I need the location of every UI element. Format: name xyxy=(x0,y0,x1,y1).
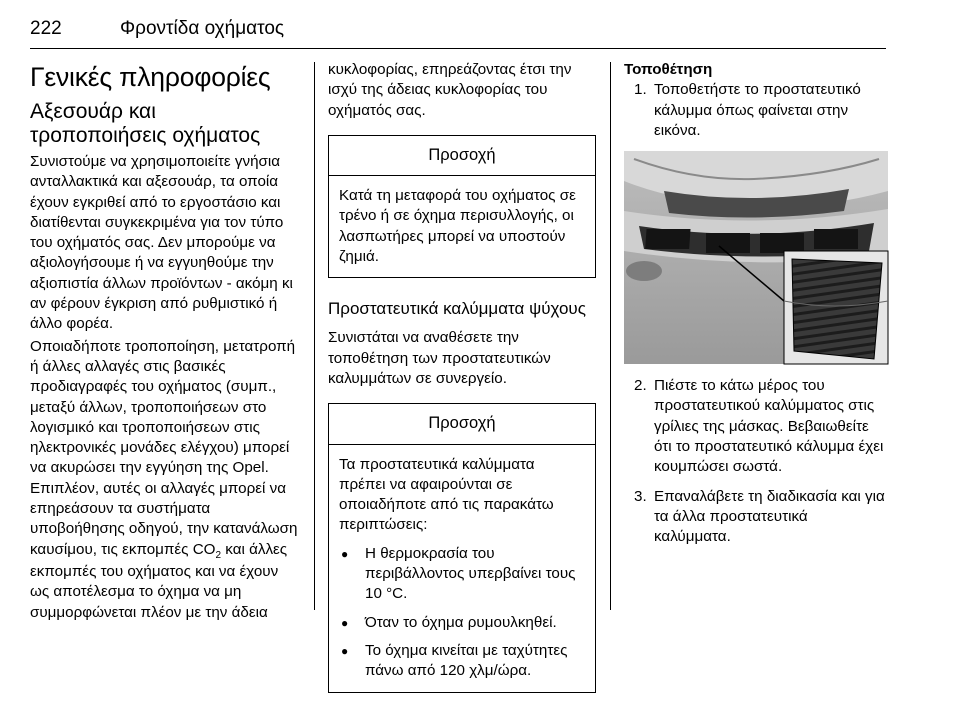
column-1 xyxy=(30,62,300,626)
column-divider xyxy=(610,62,611,610)
page-header xyxy=(30,10,886,50)
step-text: Επαναλάβετε τη διαδικασία και για τα άλλα προστατευτικά καλύμματα. xyxy=(654,487,885,546)
caution-body xyxy=(329,445,595,692)
column-2 xyxy=(328,60,596,713)
list-item: ● Όταν το όχημα ρυμουλκηθεί. xyxy=(339,613,585,633)
section-title: Γενικές πληροφορίες xyxy=(30,62,271,92)
paragraph: Συνιστάται να αναθέσετε την τοποθέτηση των προστατευτικών καλυμμάτων σε συνεργείο. xyxy=(328,329,551,387)
subsection-title-line: Αξεσουάρ και xyxy=(30,100,156,123)
grille-cover-illustration xyxy=(624,151,888,364)
caution-text: Κατά τη μεταφορά του οχήματος σε τρένο ή σε όχημα περισυλλογής, οι λασπωτήρες μπορεί να υποστούν ζημιά. xyxy=(339,187,576,266)
column-3 xyxy=(624,60,888,557)
caution-box xyxy=(328,135,596,278)
step-number: 2. xyxy=(634,377,647,395)
caution-intro: Τα προστατευτικά καλύμματα πρέπει να αφαιρούνται σε οποιαδήποτε από τις παρακάτω περιπτώσεις: xyxy=(339,455,554,534)
step-item xyxy=(634,376,888,477)
caution-box xyxy=(328,403,596,692)
list-item: ● Η θερμοκρασία του περιβάλλοντος υπερβαίνει τους 10 °C. xyxy=(339,544,585,605)
list-item: ● Το όχημα κινείται με ταχύτητες πάνω από 120 χλμ/ώρα. xyxy=(339,641,585,682)
subsection-heading: Προστατευτικά καλύμματα ψύχους xyxy=(328,299,586,319)
procedure-label: Τοποθέτηση xyxy=(624,61,713,78)
step-item xyxy=(634,80,888,141)
step-number: 3. xyxy=(634,487,647,505)
header-rule xyxy=(30,48,886,49)
subscript: 2 xyxy=(215,549,222,561)
caution-title: Προσοχή xyxy=(329,404,595,444)
paragraph xyxy=(30,337,300,623)
step-text: Τοποθετήστε το προστατευτικό κάλυμμα όπως φαίνεται στην εικόνα. xyxy=(654,81,861,139)
paragraph-text: και άλλες εκπομπές του οχήματος και να έχουν ως αποτέλεσμα το όχημα να μη συμμορφώνεται πλέον με την άδεια xyxy=(30,540,288,621)
step-number: 1. xyxy=(634,81,647,99)
paragraph: Συνιστούμε να χρησιμοποιείτε γνήσια ανταλλακτικά και αξεσουάρ, τα οποία έχουν εγκριθεί από το εργοστάσιο και διατίθενται συγκεκριμένα για τον τύπο του οχήματός σας. Δεν μπορούμε να αξιολογήσουμε ή να εγγυηθούμε την αξιοπιστία άλλων προϊόντων - ακόμη κι αν φέρουν έγκριση από ρυθμιστικό ή άλλο φορέα. xyxy=(30,153,293,333)
page-number: 222 xyxy=(30,18,62,39)
running-title: Φροντίδα οχήματος xyxy=(120,18,285,39)
paragraph-text: Οποιαδήποτε τροποποίηση, μετατροπή ή άλλες αλλαγές στις βασικές προδιαγραφές του οχήματος (συμπ., μεταξύ άλλων, τροποποιήσεων στο λογισμικό και τροποποιήσεων στις ηλεκτρονικές μονάδες ελέγχου) μπορεί να ακυρώσει την εγγύηση της Opel. Επιπλέον, αυτές οι αλλαγές μπορεί να επηρεάσουν τα συστήματα υποβοήθησης οδηγού, την κατανάλωση καυσίμου, τις εκπομπές CO xyxy=(30,337,298,558)
caution-title: Προσοχή xyxy=(329,136,595,176)
step-text: Πιέστε το κάτω μέρος του προστατευτικού καλύμματος στις γρίλιες της μάσκας. Βεβαιωθείτε ότι το προστατευτικό κάλυμμα έχει κουμπώσει σωστά. xyxy=(654,377,884,476)
subsection-title xyxy=(30,100,300,148)
column-divider xyxy=(314,62,315,610)
paragraph: κυκλοφορίας, επηρεάζοντας έτσι την ισχύ της άδειας κυκλοφορίας του οχήματός σας. xyxy=(328,61,572,119)
subsection-title-line: τροποποιήσεις οχήματος xyxy=(30,124,261,147)
step-item xyxy=(634,487,888,548)
